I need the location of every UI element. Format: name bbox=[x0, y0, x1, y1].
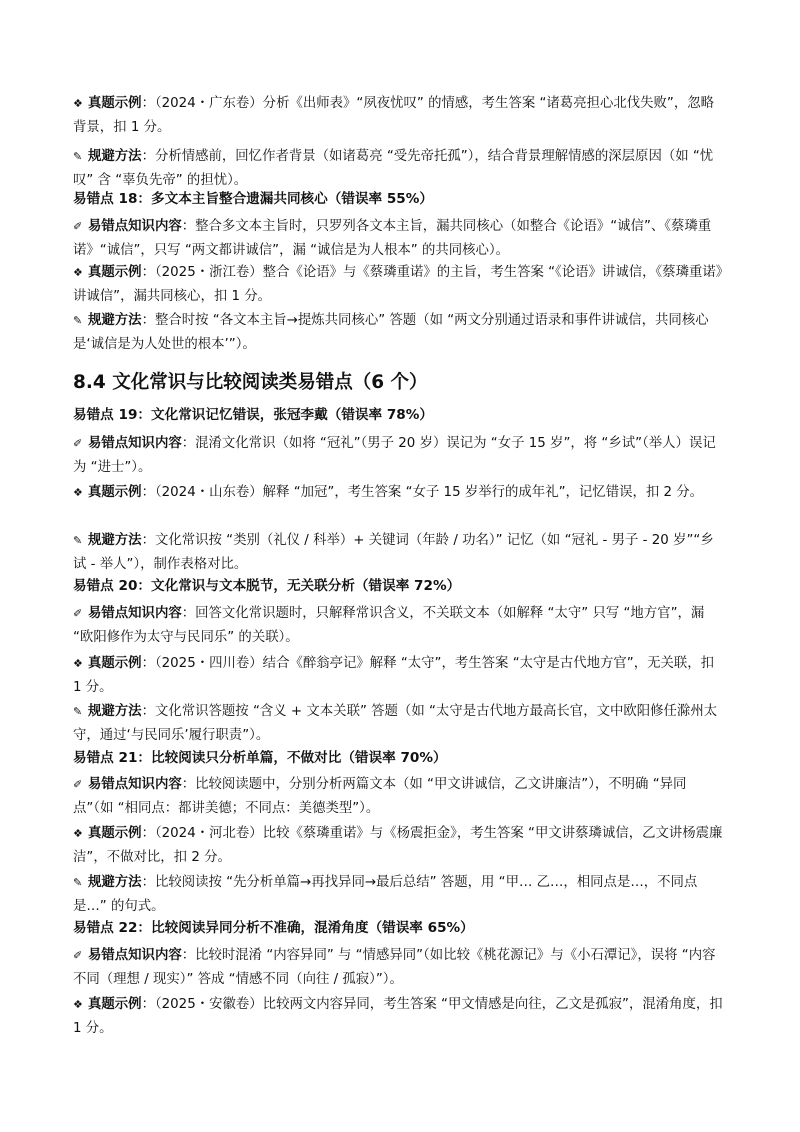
paragraph-text: ：比较阅读题中，分别分析两篇文本（如 “甲文讲诚信，乙文讲廉洁”），不明确 “异同点”（如 “相同点：都讲美德；不同点：美德类型”）。 bbox=[73, 777, 687, 816]
paragraph-label: 真题示例 bbox=[88, 265, 142, 280]
pen-icon: ✎ bbox=[73, 314, 83, 327]
pen-icon: ✎ bbox=[73, 150, 83, 163]
paragraph-label: 易错点知识内容 bbox=[88, 777, 182, 792]
paragraph-text: ：（2025・浙江卷）整合《论语》与《蔡璘重诺》的主旨，考生答案 “《论语》讲诚信，《蔡璘重诺》讲诚信”，漏共同核心，扣 1 分。 bbox=[73, 265, 723, 304]
pencil-icon: ✐ bbox=[73, 220, 83, 233]
paragraph-label: 规避方法 bbox=[88, 149, 142, 164]
diamond-icon: ❖ bbox=[73, 657, 83, 670]
paragraph-text: ：比较时混淆 “内容异同” 与 “情感异同”（如比较《桃花源记》与《小石潭记》，误将 “内容不同（理想 / 现实）” 答成 “情感不同（向往 / 孤寂）”）。 bbox=[73, 948, 716, 987]
paragraph-label: 规避方法 bbox=[88, 313, 142, 328]
paragraph-example bbox=[73, 481, 723, 505]
paragraph-label: 真题示例 bbox=[88, 96, 142, 111]
paragraph-text: ：整合多文本主旨时，只罗列各文本主旨，漏共同核心（如整合《论语》“诚信”、《蔡璘重诺》“诚信”，只写 “两文都讲诚信”，漏 “诚信是为人根本” 的共同核心）。 bbox=[73, 219, 712, 258]
paragraph-label: 易错点知识内容 bbox=[88, 606, 182, 621]
paragraph-label: 易错点知识内容 bbox=[88, 436, 182, 451]
paragraph-label: 真题示例 bbox=[88, 997, 142, 1012]
diamond-icon: ❖ bbox=[73, 998, 83, 1011]
paragraph-avoid-method bbox=[73, 145, 723, 193]
pen-icon: ✎ bbox=[73, 705, 83, 718]
error-point-heading: 易错点 19：文化常识记忆错误，张冠李戴（错误率 78%） bbox=[73, 407, 433, 423]
paragraph-label: 易错点知识内容 bbox=[88, 219, 182, 234]
paragraph-text: ：文化常识答题按 “含义 + 文本关联” 答题（如 “太守是古代地方最高长官，文中欧阳修任滁州太守，通过‘与民同乐’履行职责”）。 bbox=[73, 704, 718, 743]
paragraph-text: ：（2025・安徽卷）比较两文内容异同，考生答案 “甲文情感是向往，乙文是孤寂”，混淆角度，扣 1 分。 bbox=[73, 997, 723, 1036]
error-point-heading: 易错点 20：文化常识与文本脱节，无关联分析（错误率 72%） bbox=[73, 578, 461, 594]
paragraph-knowledge bbox=[73, 215, 723, 263]
paragraph-text: ：（2024・山东卷）解释 “加冠”，考生答案 “女子 15 岁举行的成年礼”，记忆错误，扣 2 分。 bbox=[141, 485, 704, 500]
paragraph-label: 规避方法 bbox=[88, 704, 142, 719]
diamond-icon: ❖ bbox=[73, 97, 83, 110]
paragraph-label: 真题示例 bbox=[88, 656, 142, 671]
paragraph-label: 规避方法 bbox=[88, 875, 142, 890]
paragraph-text: ：（2024・河北卷）比较《蔡璘重诺》与《杨震拒金》，考生答案 “甲文讲蔡璘诚信，乙文讲杨震廉洁”，不做对比，扣 2 分。 bbox=[73, 826, 723, 865]
pencil-icon: ✐ bbox=[73, 607, 83, 620]
paragraph-knowledge bbox=[73, 773, 723, 821]
paragraph-avoid-method bbox=[73, 700, 723, 748]
paragraph-text: ：比较阅读按 “先分析单篇→再找异同→最后总结” 答题，用 “甲… 乙…，相同点是…，不同点是…” 的句式。 bbox=[73, 875, 698, 914]
paragraph-avoid-method bbox=[73, 871, 723, 919]
error-point-heading: 易错点 22：比较阅读异同分析不准确，混淆角度（错误率 65%） bbox=[73, 920, 474, 936]
paragraph-example bbox=[73, 261, 723, 309]
paragraph-example bbox=[73, 92, 723, 140]
pen-icon: ✎ bbox=[73, 876, 83, 889]
paragraph-knowledge bbox=[73, 602, 723, 650]
error-point-heading: 易错点 21：比较阅读只分析单篇，不做对比（错误率 70%） bbox=[73, 750, 447, 766]
paragraph-avoid-method bbox=[73, 529, 723, 577]
paragraph-knowledge bbox=[73, 944, 723, 992]
error-point-heading: 易错点 18：多文本主旨整合遗漏共同核心（错误率 55%） bbox=[73, 191, 433, 207]
paragraph-example bbox=[73, 822, 723, 870]
paragraph-avoid-method bbox=[73, 309, 723, 357]
paragraph-text: ：分析情感前，回忆作者背景（如诸葛亮 “受先帝托孤”），结合背景理解情感的深层原因（如 “忧叹” 含 “辜负先帝” 的担忧）。 bbox=[73, 149, 714, 188]
paragraph-text: ：文化常识按 “类别（礼仪 / 科举）+ 关键词（年龄 / 功名）” 记忆（如 “冠礼 - 男子 - 20 岁”“乡试 - 举人”），制作表格对比。 bbox=[73, 533, 714, 572]
pen-icon: ✎ bbox=[73, 534, 83, 547]
pencil-icon: ✐ bbox=[73, 778, 83, 791]
paragraph-text: ：混淆文化常识（如将 “冠礼”（男子 20 岁）误记为 “女子 15 岁”，将 “乡试”（举人）误记为 “进士”）。 bbox=[73, 436, 716, 475]
pencil-icon: ✐ bbox=[73, 437, 83, 450]
paragraph-label: 真题示例 bbox=[88, 485, 142, 500]
paragraph-text: ：（2024・广东卷）分析《出师表》“夙夜忧叹” 的情感，考生答案 “诸葛亮担心北伐失败”，忽略背景，扣 1 分。 bbox=[73, 96, 715, 135]
paragraph-text: ：（2025・四川卷）结合《醉翁亭记》解释 “太守”，考生答案 “太守是古代地方官”，无关联，扣 1 分。 bbox=[73, 656, 715, 695]
paragraph-example bbox=[73, 993, 723, 1041]
paragraph-knowledge bbox=[73, 432, 723, 480]
paragraph-label: 真题示例 bbox=[88, 826, 142, 841]
paragraph-label: 规避方法 bbox=[88, 533, 142, 548]
paragraph-text: ：回答文化常识题时，只解释常识含义，不关联文本（如解释 “太守” 只写 “地方官”，漏 “欧阳修作为太守与民同乐” 的关联）。 bbox=[73, 606, 705, 645]
section-heading: 8.4 文化常识与比较阅读类易错点（6 个） bbox=[73, 372, 428, 393]
diamond-icon: ❖ bbox=[73, 266, 83, 279]
paragraph-text: ：整合时按 “各文本主旨→提炼共同核心” 答题（如 “两文分别通过语录和事件讲诚信，共同核心是‘诚信是为人处世的根本’”）。 bbox=[73, 313, 709, 352]
diamond-icon: ❖ bbox=[73, 827, 83, 840]
paragraph-label: 易错点知识内容 bbox=[88, 948, 182, 963]
pencil-icon: ✐ bbox=[73, 949, 83, 962]
paragraph-example bbox=[73, 652, 723, 700]
diamond-icon: ❖ bbox=[73, 486, 83, 499]
